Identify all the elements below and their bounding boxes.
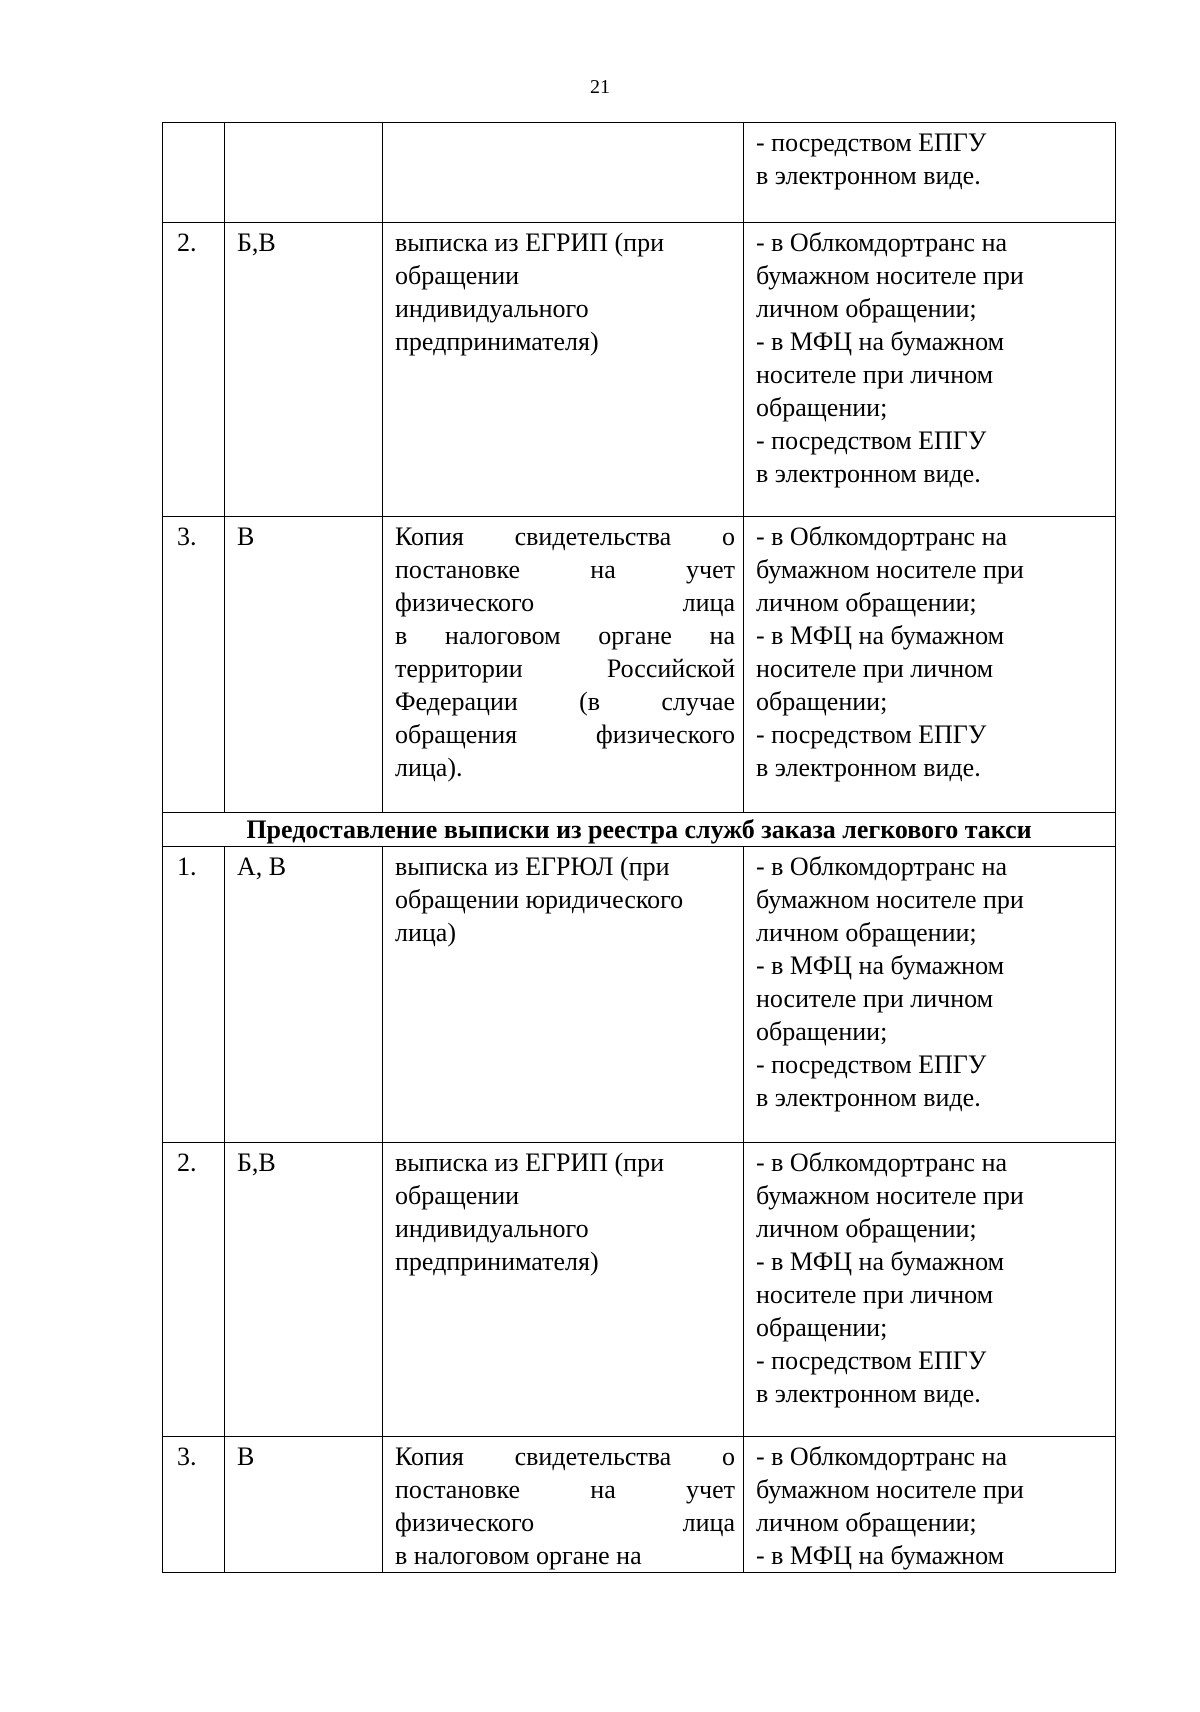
submission-method-line: в электронном виде. (756, 459, 981, 488)
submission-method-line: бумажном носителе при (756, 1475, 1024, 1504)
document-line: физического лица (395, 1508, 735, 1537)
submission-method-line: - в Облкомдортранс на (756, 228, 1008, 257)
section-heading-row (163, 813, 1116, 847)
category-cell: В (225, 517, 383, 813)
table-row (163, 1143, 1116, 1437)
table-row (163, 517, 1116, 813)
submission-method-line: - в МФЦ на бумажном (756, 621, 1005, 650)
submission-method-line: - посредством ЕПГУ (756, 128, 987, 157)
submission-method-line: - в Облкомдортранс на (756, 1442, 1008, 1471)
document-line: индивидуального (395, 294, 589, 323)
submission-method-line: личном обращении; (756, 1508, 977, 1537)
submission-method-cell (744, 123, 1116, 223)
table-row (163, 123, 1116, 223)
submission-method-line: - посредством ЕПГУ (756, 1050, 987, 1079)
row-number-cell: 3. (163, 1437, 225, 1573)
document-cell (383, 517, 744, 813)
submission-method-line: в электронном виде. (756, 161, 981, 190)
submission-method-line: бумажном носителе при (756, 1181, 1024, 1210)
submission-method-line: - в Облкомдортранс на (756, 852, 1008, 881)
document-line: территории Российской (395, 654, 735, 683)
submission-method-line: обращении; (756, 687, 888, 716)
submission-method-line: личном обращении; (756, 918, 977, 947)
submission-method-line: - в МФЦ на бумажном (756, 1541, 1005, 1570)
document-line: предпринимателя) (395, 327, 599, 356)
submission-method-cell (744, 223, 1116, 517)
document-line: предпринимателя) (395, 1247, 599, 1276)
document-line: постановке на учет (395, 555, 735, 584)
submission-method-cell (744, 517, 1116, 813)
document-line: постановке на учет (395, 1475, 735, 1504)
table-row (163, 1437, 1116, 1573)
category-cell: Б,В (225, 223, 383, 517)
submission-method-cell (744, 847, 1116, 1143)
document-cell (383, 1143, 744, 1437)
row-number-cell: 3. (163, 517, 225, 813)
document-cell (383, 1437, 744, 1573)
category-cell: Б,В (225, 1143, 383, 1437)
document-line: обращении (395, 1181, 520, 1210)
category-cell (225, 123, 383, 223)
document-line: обращении юридического (395, 885, 684, 914)
submission-method-line: в электронном виде. (756, 753, 981, 782)
page-number: 21 (590, 76, 610, 98)
row-number-cell: 2. (163, 223, 225, 517)
submission-method-line: в электронном виде. (756, 1379, 981, 1408)
document-line: Копия свидетельства о (395, 522, 735, 551)
table-row (163, 847, 1116, 1143)
submission-method-line: личном обращении; (756, 294, 977, 323)
submission-method-line: - в МФЦ на бумажном (756, 327, 1005, 356)
row-number-cell: 2. (163, 1143, 225, 1437)
submission-method-line: личном обращении; (756, 1214, 977, 1243)
document-line: в налоговом органе на (395, 621, 735, 650)
submission-method-line: обращении; (756, 1017, 888, 1046)
document-line: лица). (395, 753, 463, 782)
category-cell: А, В (225, 847, 383, 1143)
submission-method-line: - в МФЦ на бумажном (756, 1247, 1005, 1276)
row-number-cell: 1. (163, 847, 225, 1143)
submission-method-line: - в МФЦ на бумажном (756, 951, 1005, 980)
document-line: в налоговом органе на (395, 1541, 642, 1570)
submission-method-line: - в Облкомдортранс на (756, 1148, 1008, 1177)
document-line: выписка из ЕГРИП (при (395, 1148, 664, 1177)
submission-method-line: - посредством ЕПГУ (756, 720, 987, 749)
document-line: обращении (395, 261, 520, 290)
submission-method-line: носителе при личном (756, 984, 994, 1013)
submission-method-cell (744, 1437, 1116, 1573)
document-line: Копия свидетельства о (395, 1442, 735, 1471)
document-line: индивидуального (395, 1214, 589, 1243)
document-line: выписка из ЕГРЮЛ (при (395, 852, 670, 881)
submission-method-line: обращении; (756, 1313, 888, 1342)
document-line: обращения физического (395, 720, 735, 749)
documents-table (162, 122, 1116, 1573)
table-row (163, 223, 1116, 517)
submission-method-line: в электронном виде. (756, 1083, 981, 1112)
document-line: лица) (395, 918, 457, 947)
submission-method-cell (744, 1143, 1116, 1437)
submission-method-line: бумажном носителе при (756, 555, 1024, 584)
submission-method-line: носителе при личном (756, 654, 994, 683)
submission-method-line: обращении; (756, 393, 888, 422)
submission-method-line: - посредством ЕПГУ (756, 1346, 987, 1375)
submission-method-line: бумажном носителе при (756, 885, 1024, 914)
document-cell (383, 223, 744, 517)
submission-method-line: бумажном носителе при (756, 261, 1024, 290)
section-heading: Предоставление выписки из реестра служб заказа легкового такси (163, 813, 1116, 847)
document-line: выписка из ЕГРИП (при (395, 228, 664, 257)
document-line: физического лица (395, 588, 735, 617)
row-number-cell (163, 123, 225, 223)
category-cell: В (225, 1437, 383, 1573)
submission-method-line: - посредством ЕПГУ (756, 426, 987, 455)
document-cell (383, 123, 744, 223)
submission-method-line: носителе при личном (756, 1280, 994, 1309)
document-cell (383, 847, 744, 1143)
document-line: Федерации (в случае (395, 687, 735, 716)
submission-method-line: - в Облкомдортранс на (756, 522, 1008, 551)
submission-method-line: личном обращении; (756, 588, 977, 617)
submission-method-line: носителе при личном (756, 360, 994, 389)
